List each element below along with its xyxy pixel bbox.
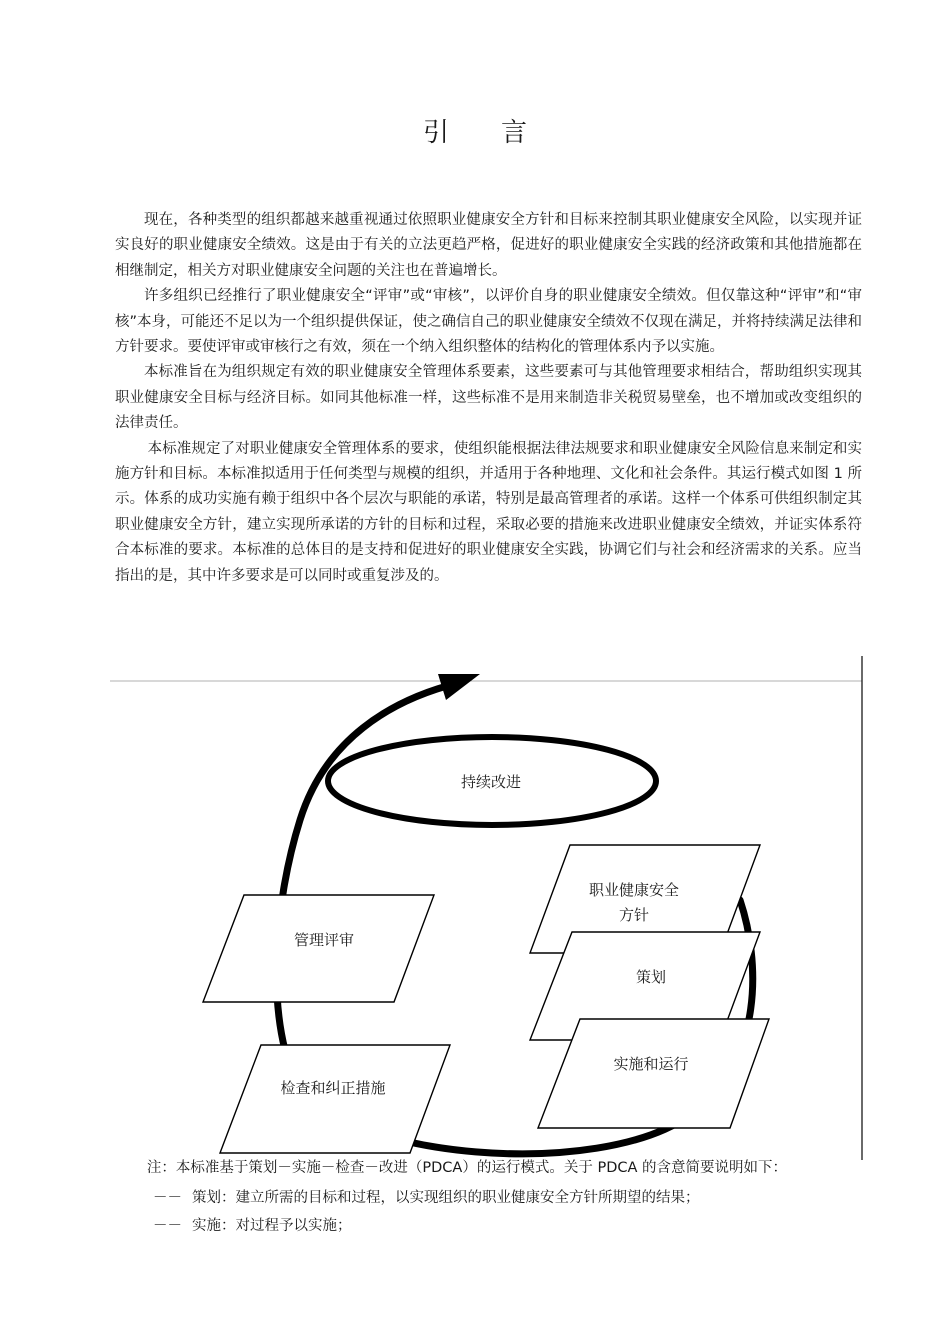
- paragraph-2: 许多组织已经推行了职业健康安全“评审”或“审核”，以评价自身的职业健康安全绩效。但仅靠这种“评审”和“审核”本身，可能还不足以为一个组织提供保证，使之确信自己的职业健康安全绩效不仅现在满足，并将持续满足法律和方针要求。要使评审或审核行之有效，须在一个纳入组织整体的结构化的管理体系内予以实施。: [115, 288, 863, 356]
- note-item-do: [115, 1214, 862, 1238]
- paragraph-4: 本标准规定了对职业健康安全管理体系的要求，使组织能根据法律法规要求和职业健康安全风险信息来制定和实施方针和目标。本标准拟适用于任何类型与规模的组织，并适用于各种地理、文化和社会条件。其运行模式如图 1 所示。体系的成功实施有赖于组织中各个层次与职能的承诺，特别是最高管理者的承诺。这样一个体系可供组织制定其职业健康安全方针，建立实现所承诺的方针的目标和过程，采取必要的措施来改进职业健康安全绩效，并证实体系符合本标准的要求。本标准的总体目的是支持和促进好的职业健康安全实践，协调它们与社会和经济需求的关系。应当指出的是，其中许多要求是可以同时或重复涉及的。: [115, 440, 862, 584]
- note-item-plan: [115, 1186, 862, 1210]
- implementation-label: 实施和运行: [613, 1055, 689, 1073]
- management-review-label: 管理评审: [293, 931, 355, 949]
- title-char-1: 引: [422, 118, 449, 148]
- paragraph-1: 现在，各种类型的组织都越来越重视通过依照职业健康安全方针和目标来控制其职业健康安全风险，以实现并证实良好的职业健康安全绩效。这是由于有关的立法更趋严格，促进好的职业健康安全实践的经济政策和其他措施都在相继制定，相关方对职业健康安全问题的关注也在普遍增长。: [115, 212, 862, 279]
- note-item-text: 策划：建立所需的目标和过程，以实现组织的职业健康安全方针所期望的结果；: [192, 1190, 700, 1206]
- note-dash: －－: [153, 1218, 182, 1234]
- pdca-svg: [0, 650, 950, 1160]
- page-title: [0, 112, 950, 149]
- continuous-improvement-label: 持续改进: [460, 773, 522, 791]
- cycle-arrow-head: [438, 674, 480, 700]
- paragraph-3: 本标准旨在为组织规定有效的职业健康安全管理体系要素，这些要素可与其他管理要求相结合，帮助组织实现其职业健康安全目标与经济目标。如同其他标准一样，这些标准不是用来制造非关税贸易壁垒，也不增加或改变组织的法律责任。: [115, 364, 862, 432]
- policy-label-line1: 职业健康安全: [588, 881, 680, 899]
- policy-label-line2: 方针: [618, 906, 650, 924]
- planning-label: 策划: [635, 968, 667, 986]
- pdca-note: [115, 1156, 862, 1238]
- note-main: 注：本标准基于策划－实施－检查－改进（PDCA）的运行模式。关于 PDCA 的含意简要说明如下：: [146, 1160, 788, 1176]
- note-dash: －－: [153, 1190, 182, 1206]
- note-item-text: 实施：对过程予以实施；: [192, 1218, 352, 1234]
- title-char-2: 言: [501, 118, 528, 148]
- checking-shape: [220, 1045, 450, 1153]
- checking-label: 检查和纠正措施: [280, 1079, 386, 1097]
- introduction-body: [115, 208, 862, 589]
- pdca-model-diagram: [0, 650, 950, 1160]
